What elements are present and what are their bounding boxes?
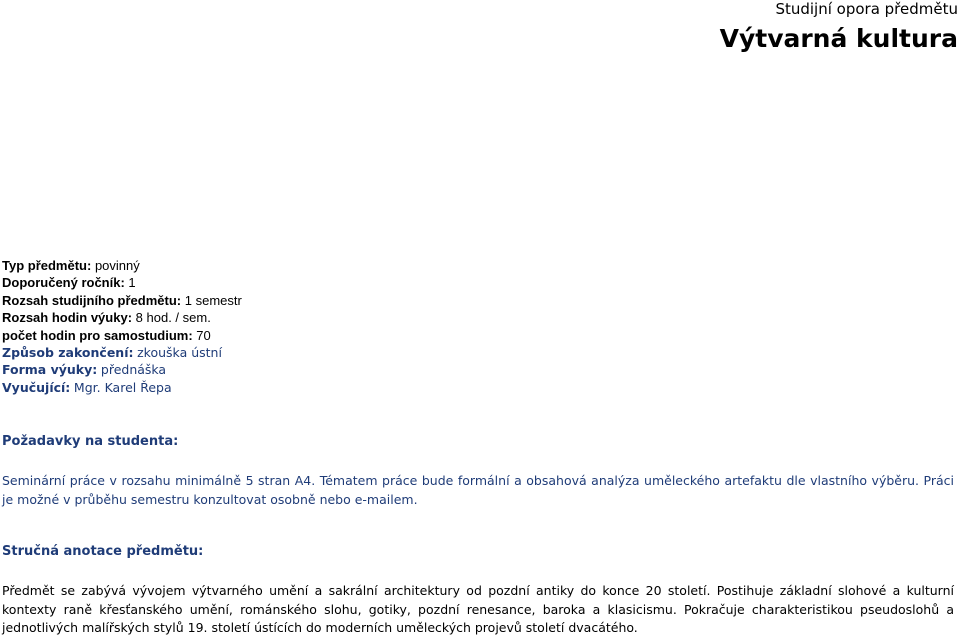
course-info-label: Typ předmětu: bbox=[2, 258, 92, 273]
course-info-value: 1 semestr bbox=[184, 292, 242, 308]
document-type-label: Studijní opora předmětu bbox=[775, 0, 958, 18]
course-info-value: 70 bbox=[196, 327, 211, 343]
requirements-heading: Požadavky na studenta: bbox=[2, 434, 179, 449]
course-info-type bbox=[2, 257, 242, 274]
course-info-label: Vyučující: bbox=[2, 379, 71, 395]
course-info-year bbox=[2, 274, 242, 291]
course-info-list bbox=[2, 257, 242, 396]
document-header bbox=[720, 0, 958, 55]
course-info-self-study bbox=[2, 327, 242, 344]
course-info-label: Rozsah hodin výuky: bbox=[2, 310, 133, 326]
course-info-value: 8 hod. / sem. bbox=[135, 310, 211, 326]
course-info-value: Mgr. Karel Řepa bbox=[73, 379, 172, 395]
course-info-teacher bbox=[2, 379, 242, 396]
course-info-value: 1 bbox=[128, 275, 136, 291]
requirements-text: Seminární práce v rozsahu minimálně 5 stran A4. Tématem práce bude formální a obsahová analýza uměleckého artefaktu dle vlastního výběru. Práci je možné v průběhu semestru konzultovat osobně nebo e-mailem. bbox=[2, 473, 954, 507]
course-info-completion bbox=[2, 344, 242, 361]
course-info-label: Doporučený ročník: bbox=[2, 275, 125, 291]
course-info-label: Rozsah studijního předmětu: bbox=[2, 292, 182, 308]
course-info-value: přednáška bbox=[100, 362, 167, 378]
course-info-scope bbox=[2, 292, 242, 309]
course-info-value: povinný bbox=[94, 258, 140, 273]
course-info-form bbox=[2, 361, 242, 378]
course-title: Výtvarná kultura bbox=[719, 24, 958, 53]
course-info-label: počet hodin pro samostudium: bbox=[2, 327, 193, 343]
course-info-hours bbox=[2, 309, 242, 326]
course-info-label: Způsob zakončení: bbox=[2, 345, 134, 361]
course-info-label: Forma výuky: bbox=[2, 362, 98, 378]
annotation-heading: Stručná anotace předmětu: bbox=[2, 544, 204, 559]
course-info-value: zkouška ústní bbox=[137, 345, 222, 361]
annotation-text: Předmět se zabývá vývojem výtvarného umění a sakrální architektury od pozdní antiky do konce 20 století. Postihuje základní slohové a kulturní kontexty raně křesťanského umění, románského slohu, gotiky, pozdní renesance, baroka a klasicismu. Pokračuje charakteristikou pseudoslohů a jednotlivých malířských stylů 19. století ústících do moderních uměleckých projevů století dvacátého. bbox=[2, 583, 954, 635]
